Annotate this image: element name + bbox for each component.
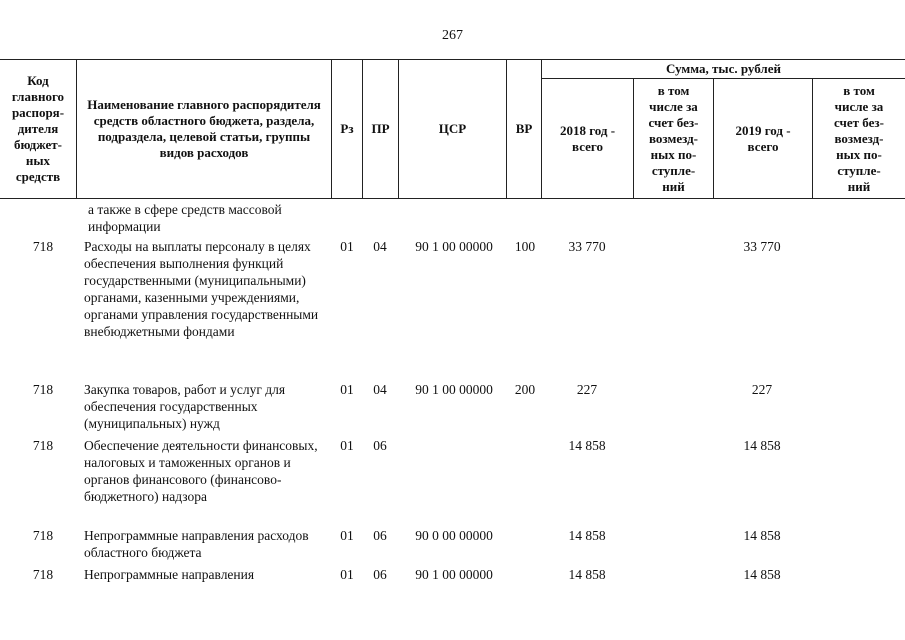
cell-pr: 06 — [373, 528, 387, 543]
cell-code: 718 — [32, 239, 54, 254]
cell-name: Непрограммные направления — [84, 567, 255, 582]
cell-2019-total: 14 858 — [743, 438, 781, 453]
cell-name: Закупка товаров, работ и услуг для обеспечения государственных (муниципальных) нужд — [84, 382, 286, 431]
cell-2019-total: 14 858 — [743, 528, 781, 543]
cell-csr: 90 1 00 00000 — [415, 567, 493, 582]
cell-pr: 06 — [373, 438, 387, 453]
cell-csr: 90 0 00 00000 — [415, 528, 493, 543]
header-rz: Рз — [340, 121, 354, 136]
header-name: Наименование главного распорядителя средств областного бюджета, раздела, подраздела, целевой статьи, группы видов расходов — [87, 97, 321, 160]
cell-2019-total: 33 770 — [743, 239, 781, 254]
header-vr: ВР — [515, 121, 533, 136]
cell-name: а также в сфере средств массовой информации — [88, 202, 282, 234]
cell-rz: 01 — [340, 528, 354, 543]
cell-name: Непрограммные направления расходов областного бюджета — [84, 528, 309, 560]
header-2018-total: 2018 год - всего — [559, 122, 616, 154]
cell-2018-total: 33 770 — [568, 239, 606, 254]
cell-code: 718 — [32, 567, 54, 582]
cell-csr: 90 1 00 00000 — [415, 239, 493, 254]
cell-vr: 100 — [514, 239, 536, 254]
cell-code: 718 — [32, 528, 54, 543]
header-code: Код главного распоря-дителя бюджет-ных средств — [11, 73, 65, 184]
cell-code: 718 — [32, 382, 54, 397]
cell-code: 718 — [32, 438, 54, 453]
page-number: 267 — [442, 28, 463, 43]
header-bottom-rule — [0, 198, 905, 199]
header-2019-total: 2019 год - всего — [735, 122, 791, 154]
cell-rz: 01 — [340, 438, 354, 453]
cell-name: Расходы на выплаты персоналу в целях обеспечения выполнения функций государственными (муниципальными) органами, казенными учреждениями, органами управления государственными внебюджетными фондами — [84, 239, 319, 339]
header-csr: ЦСР — [438, 121, 467, 136]
header-pr: ПР — [371, 121, 390, 136]
header-2019-grants: в том числе за счет без-возмезд-ных по-ступле-ний — [834, 82, 884, 194]
cell-2018-total: 14 858 — [568, 528, 606, 543]
cell-vr: 200 — [514, 382, 536, 397]
cell-name: Обеспечение деятельности финансовых, налоговых и таможенных органов и органов финансового (финансово-бюджетного) надзора — [84, 438, 318, 504]
cell-rz: 01 — [340, 239, 354, 254]
cell-2018-total: 14 858 — [568, 438, 606, 453]
cell-pr: 04 — [373, 239, 387, 254]
cell-pr: 04 — [373, 382, 387, 397]
cell-rz: 01 — [340, 567, 354, 582]
cell-2018-total: 227 — [576, 382, 598, 397]
header-sum-group: Сумма, тыс. рублей — [666, 61, 781, 76]
cell-csr: 90 1 00 00000 — [415, 382, 493, 397]
cell-rz: 01 — [340, 382, 354, 397]
cell-2018-total: 14 858 — [568, 567, 606, 582]
cell-pr: 06 — [373, 567, 387, 582]
cell-2019-total: 14 858 — [743, 567, 781, 582]
cell-2019-total: 227 — [751, 382, 773, 397]
header-2018-grants: в том числе за счет без-возмезд-ных по-ступле-ний — [648, 82, 699, 194]
